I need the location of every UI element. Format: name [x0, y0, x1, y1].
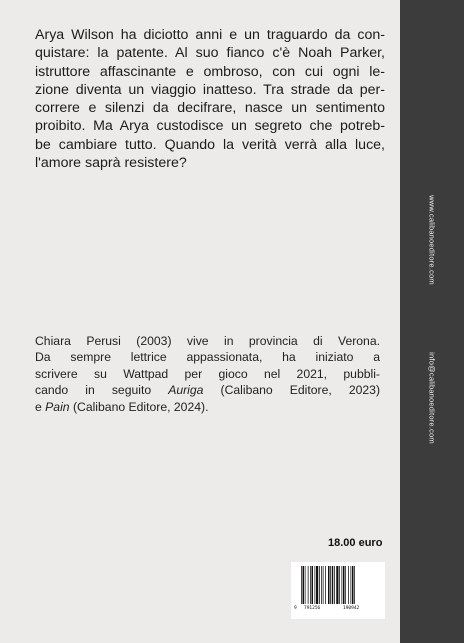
author-bio-line: scrivere su Wattpad per gioco nel 2021, pubbli-	[35, 366, 380, 381]
barcode-digits-right: 190942	[343, 606, 360, 611]
author-bio	[35, 333, 380, 415]
spine	[400, 0, 464, 643]
blurb-line: Arya Wilson ha diciotto anni e un traguardo da con-	[35, 27, 385, 43]
author-bio-line	[35, 382, 380, 398]
author-bio-text: cando in seguito	[35, 383, 169, 398]
barcode-digit-prefix: 9	[294, 606, 297, 611]
blurb-line: zione diventa un viaggio inatteso. Tra strade da per-	[35, 81, 385, 98]
blurb-line: be cambiare tutto. Quando la verità verrà alla luce,	[35, 136, 385, 153]
book-blurb	[35, 26, 385, 172]
blurb-line: correre e silenzi da decifrare, nasce un sentimento	[35, 100, 385, 117]
publisher-email[interactable]: info@calibanoeditore.com	[427, 352, 437, 444]
author-bio-text: (Calibano Editore, 2024).	[69, 399, 209, 414]
author-bio-line: Da sempre lettrice appassionata, ha iniziato a	[35, 350, 380, 365]
barcode-digits-left: 791256	[304, 606, 321, 611]
author-bio-line	[35, 399, 380, 415]
author-bio-text: (Calibano Editore, 2023)	[203, 383, 381, 398]
blurb-line: proibito. Ma Arya custodisce un segreto che potreb-	[35, 118, 385, 135]
book-title-pain: Pain	[45, 399, 70, 414]
blurb-line: l'amore saprà resistere?	[35, 155, 187, 172]
isbn-barcode	[291, 562, 385, 619]
book-title-auriga: Auriga	[168, 383, 204, 398]
price-label: 18.00 euro	[328, 537, 383, 549]
publisher-website[interactable]: www.calibanoeditore.com	[427, 195, 437, 285]
author-bio-text: e	[35, 399, 46, 414]
blurb-line: quistare: la patente. Al suo fianco c'è Noah Parker,	[35, 45, 385, 62]
barcode-icon	[295, 566, 381, 606]
blurb-line: istruttore affascinante e ombroso, con cui ogni le-	[35, 63, 385, 80]
author-bio-line: Chiara Perusi (2003) vive in provincia di Verona.	[35, 334, 380, 348]
